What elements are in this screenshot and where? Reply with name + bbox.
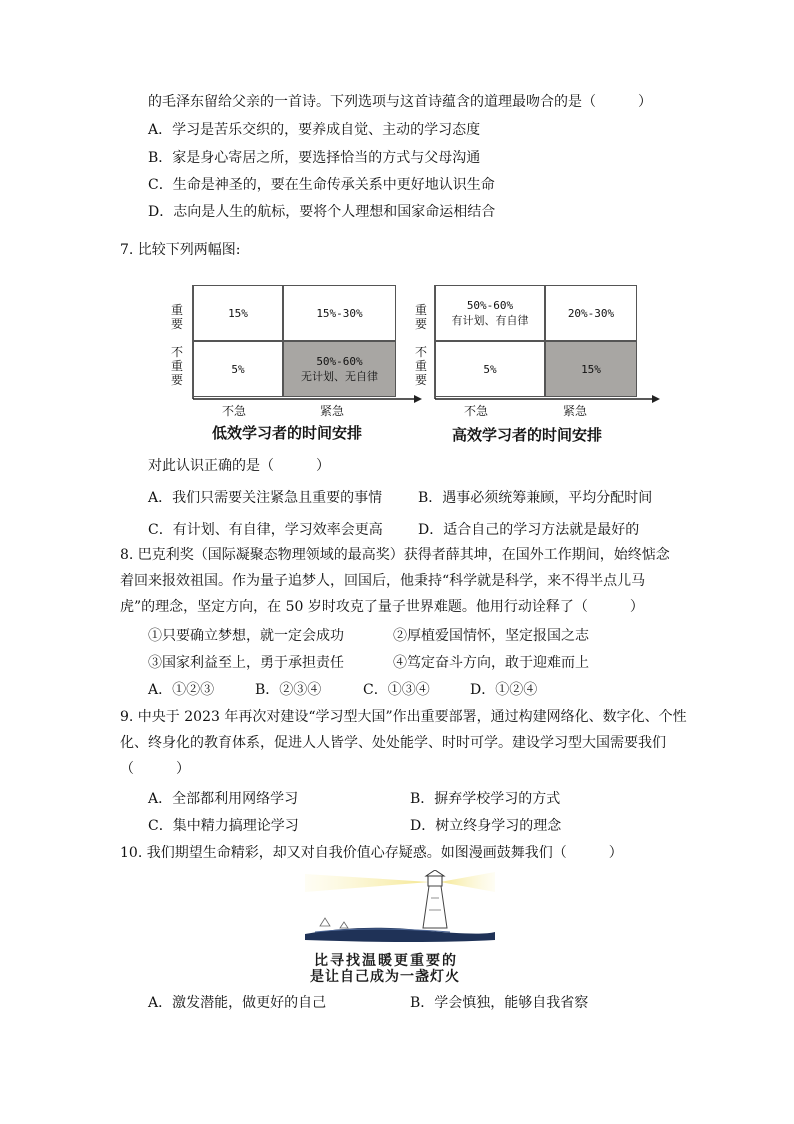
q9-line-3: （ ） [120,761,190,777]
q6-option-d: D．志向是人生的航标，要将个人理想和国家命运相结合 [148,204,496,220]
left-x-urgent-label: 紧急 [320,404,345,418]
cartoon-caption-line-1: 比寻找温暖更重要的 [314,953,458,969]
right-y-important-label: 重 要 [414,303,427,331]
right-x-not-urgent-label: 不急 [464,404,489,418]
q10-option-b: B．学会慎独，能够自我省察 [410,995,589,1011]
left-cell-unimportant-urgent-value: 50%-60% [316,355,363,368]
right-x-urgent-label: 紧急 [563,404,588,418]
lighthouse-illustration [300,870,500,950]
q9-option-a: A．全部都利用网络学习 [148,791,299,807]
q9-option-d: D．树立终身学习的理念 [410,818,562,834]
q8-line-1: 8. 巴克利奖（国际凝聚态物理领域的最高奖）获得者薛其坤，在国外工作期间，始终惦念 [120,547,670,563]
q7-option-d: D．适合自己的学习方法就是最好的 [418,522,640,538]
q8-option-b: B．②③④ [255,682,322,698]
q9-line-1: 9. 中央于 2023 年再次对建设“学习型大国”作出重要部署，通过构建网络化、数字化、个性 [120,709,687,725]
right-cell-unimportant-urgent: 15% [545,341,637,397]
left-cell-unimportant-urgent [283,341,396,397]
q7-option-b: B．遇事必须统筹兼顾，平均分配时间 [418,490,653,506]
q6-option-a: A．学习是苦乐交织的，要养成自觉、主动的学习态度 [148,122,481,138]
lighthouse-cartoon [300,870,500,985]
right-cell-unimportant-not-urgent: 5% [435,341,545,397]
q6-option-b: B．家是身心寄居之所，要选择恰当的方式与父母沟通 [148,150,481,166]
q9-option-b: B．摒弃学校学习的方式 [410,791,561,807]
left-x-not-urgent-label: 不急 [222,404,247,418]
right-cell-important-not-urgent-note: 有计划、有自律 [451,314,529,327]
q8-statement-2: ②厚植爱国情怀，坚定报国之志 [393,628,589,644]
left-y-unimportant-label: 不 重 要 [170,345,183,387]
q8-option-d: D．①②④ [470,682,538,698]
q8-line-3: 虎”的理念，坚定方向，在 50 岁时攻克了量子世界难题。他用行动诠释了（ ） [120,599,644,615]
q6-option-c: C．生命是神圣的，要在生命传承关系中更好地认识生命 [148,177,495,193]
cartoon-caption-line-2: 是让自己成为一盏灯火 [310,969,460,985]
q9-line-2: 化、终身化的教育体系，促进人人皆学、处处能学、时时可学。建设学习型大国需要我们 [120,735,666,751]
q10-stem: 10. 我们期望生命精彩，却又对自我价值心存疑惑。如图漫画鼓舞我们（ ） [120,845,623,861]
right-cell-important-not-urgent-value: 50%-60% [466,299,514,312]
q8-line-2: 着回来报效祖国。作为量子追梦人，回国后，他秉持“科学就是科学，来不得半点儿马 [120,573,646,589]
q8-statement-1: ①只要确立梦想，就一定会成功 [148,628,344,644]
q6-stem-tail: 的毛泽东留给父亲的一首诗。下列选项与这首诗蕴含的道理最吻合的是（ ） [148,94,652,110]
right-cell-important-urgent: 20%-30% [545,285,637,341]
q10-option-a: A．激发潜能，做更好的自己 [148,995,327,1011]
q7-stem: 7. 比较下列两幅图: [120,242,241,258]
left-y-important-label: 重 要 [170,303,183,331]
left-cell-important-not-urgent: 15% [193,285,283,341]
left-cell-important-urgent: 15%-30% [283,285,396,341]
q9-option-c: C．集中精力搞理论学习 [148,818,299,834]
right-y-unimportant-label: 不 重 要 [414,345,427,387]
q8-statement-3: ③国家利益至上，勇于承担责任 [148,655,344,671]
right-cell-important-not-urgent [435,285,545,341]
left-cell-unimportant-not-urgent: 5% [193,341,283,397]
q8-statement-4: ④笃定奋斗方向，敢于迎难而上 [393,655,589,671]
q7-option-c: C．有计划、有自律，学习效率会更高 [148,522,383,538]
left-cell-unimportant-urgent-note: 无计划、无自律 [301,370,378,383]
right-chart-caption: 高效学习者的时间安排 [452,426,603,444]
q8-option-a: A．①②③ [148,682,215,698]
q7-option-a: A．我们只需要关注紧急且重要的事情 [148,490,383,506]
q8-option-c: C．①③④ [363,682,430,698]
q7-question: 对此认识正确的是（ ） [148,458,330,474]
left-chart-caption: 低效学习者的时间安排 [212,424,363,442]
